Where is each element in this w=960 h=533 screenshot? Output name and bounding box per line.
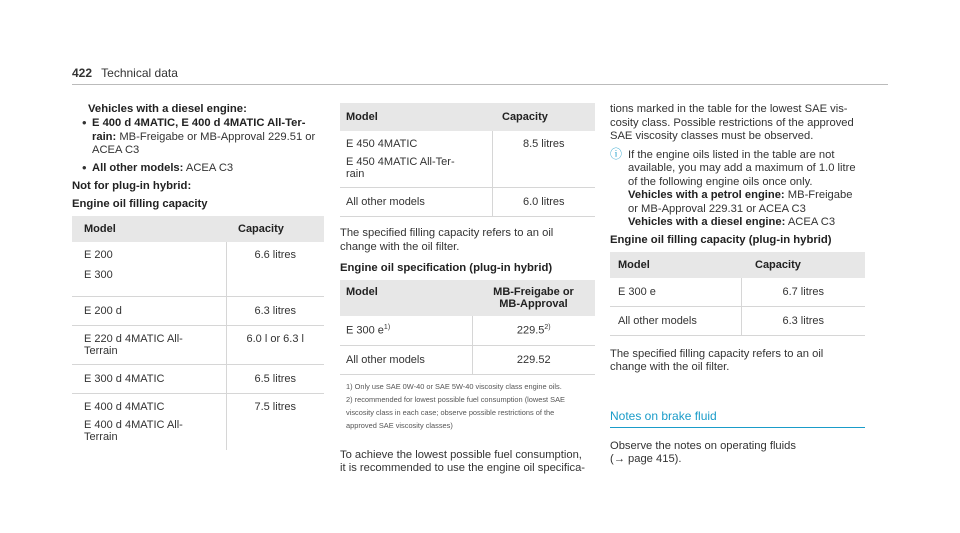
bullet-bold: All other models: — [92, 161, 184, 174]
hybrid-capacity-heading: Engine oil filling capacity (plug-in hybrid) — [610, 233, 832, 246]
table-cell: Terrain — [84, 431, 118, 443]
table-cell: All other models — [340, 345, 472, 374]
column-3 — [610, 103, 865, 467]
table-cell: 6.0 l or 6.3 l — [226, 326, 324, 365]
petrol-line — [628, 189, 863, 216]
footnote-ref: 1) — [383, 324, 391, 331]
info-text: If the engine oils listed in the table are not available, you may add a maximum of 1.0 litre of the following engine oils once only. — [628, 148, 856, 188]
table-cell: 6.3 litres — [226, 297, 324, 326]
page-reference[interactable]: (→ page 415). — [610, 453, 682, 465]
page-number: 422 — [72, 66, 93, 80]
bullet-text: MB-Freigabe or MB-Approval 229.51 or ACEA C3 — [92, 130, 316, 156]
footnote-ref: 2) — [544, 324, 551, 331]
section-title: Technical data — [101, 66, 178, 80]
table-header-row — [610, 252, 865, 278]
table-row — [610, 278, 865, 307]
bullet-item — [82, 115, 324, 158]
table-cell: 6.0 litres — [492, 188, 595, 217]
table-row — [72, 394, 324, 451]
table-cell: E 400 d 4MATIC — [84, 401, 165, 413]
header-rule — [72, 84, 888, 85]
table-cell: 6.6 litres — [226, 242, 324, 297]
table-cell: E 200 d — [72, 297, 226, 326]
continued-text: tions marked in the table for the lowest SAE vis-cosity class. Possible restrictions of the approved SAE viscosity classes must be observed. — [610, 103, 854, 142]
bullet-item — [82, 159, 324, 176]
diesel-text: ACEA C3 — [787, 216, 836, 228]
table-cell: E 220 d 4MATIC All- — [84, 333, 183, 345]
consumption-text: To achieve the lowest possible fuel consumption, it is recommended to use the engine oil specifica- — [340, 448, 586, 475]
table-cell: 8.5 litres — [492, 131, 595, 188]
capacity-table-450 — [340, 103, 595, 217]
brake-fluid-title[interactable]: Notes on brake fluid — [610, 408, 717, 423]
bullet-bold: E 400 d 4MATIC, E 400 d 4MATIC All-Ter-rain: — [92, 117, 306, 143]
table-header-row — [72, 216, 324, 242]
brake-text: Observe the notes on operating fluids — [610, 439, 796, 452]
table-cell: 229.52 — [472, 345, 595, 374]
table-cell: E 300 — [84, 269, 113, 281]
bullet-icon: • — [82, 159, 87, 175]
table-cell: E 300 d 4MATIC — [72, 365, 226, 394]
table-cell: All other models — [610, 306, 741, 335]
info-block — [610, 146, 863, 230]
table-row — [72, 326, 324, 365]
table-row — [340, 345, 595, 374]
table-row — [72, 242, 324, 297]
diesel-line — [628, 216, 863, 230]
table-cell — [472, 316, 595, 345]
footnote: approved SAE viscosity classes) — [346, 420, 453, 430]
page-header — [72, 66, 178, 80]
footnote: 1) Only use SAE 0W-40 or SAE 5W-40 viscosity class engine oils. — [346, 381, 562, 391]
col-model-header: Model — [72, 216, 226, 242]
table-row — [72, 365, 324, 394]
table-cell: 7.5 litres — [254, 401, 297, 413]
info-icon: ⓘ — [610, 146, 623, 161]
table-cell: E 400 d 4MATIC All- — [84, 419, 183, 431]
spec-heading: Engine oil specification (plug-in hybrid) — [340, 262, 553, 274]
diesel-bold: Vehicles with a diesel engine: — [628, 216, 786, 228]
table-row — [340, 316, 595, 345]
hybrid-capacity-table — [610, 252, 865, 336]
footnote-row — [340, 374, 595, 437]
table-cell: E 200 — [84, 249, 113, 261]
petrol-text: MB-Freigabe or MB-Approval 229.31 or ACEA C3 — [628, 189, 853, 215]
table-row — [72, 297, 324, 326]
table-cell: rain — [346, 168, 365, 180]
table-cell: 6.7 litres — [741, 278, 865, 307]
capacity-table — [72, 216, 324, 450]
hybrid-heading: Not for plug-in hybrid: — [72, 180, 192, 192]
table-row — [610, 306, 865, 335]
col-spec-header: MB-Freigabe or MB-Approval — [472, 280, 595, 316]
table-header-row — [340, 280, 595, 316]
spec-table — [340, 280, 595, 437]
table-row — [340, 188, 595, 217]
table-cell: Terrain — [84, 345, 118, 357]
table-cell: 6.5 litres — [226, 365, 324, 394]
brake-fluid-section — [610, 407, 865, 428]
footnotes — [340, 374, 595, 437]
table-cell: All other models — [340, 188, 492, 217]
table-header-row — [340, 103, 595, 131]
table-row — [340, 131, 595, 188]
col-model-header: Model — [340, 103, 492, 131]
model-text: E 300 e — [346, 324, 384, 337]
table-cell — [340, 316, 472, 345]
column-2 — [340, 103, 595, 476]
col-model-header: Model — [340, 280, 472, 316]
col-capacity-header: Capacity — [492, 103, 595, 131]
table-cell: 6.3 litres — [741, 306, 865, 335]
col-capacity-header: Capacity — [741, 252, 865, 278]
table-cell: E 450 4MATIC — [346, 138, 418, 150]
col-model-header: Model — [610, 252, 741, 278]
table-cell: E 300 e — [610, 278, 741, 307]
filter-note: The specified filling capacity refers to an oil change with the oil filter. — [340, 227, 554, 253]
bullet-text: ACEA C3 — [185, 161, 234, 174]
footnote: viscosity class in each case; observe possible restrictions of the — [346, 407, 555, 417]
table-cell: E 450 4MATIC All-Ter- — [346, 156, 455, 168]
bullet-icon: • — [82, 115, 87, 130]
filter-note: The specified filling capacity refers to an oil change with the oil filter. — [610, 347, 824, 373]
petrol-bold: Vehicles with a petrol engine: — [628, 189, 785, 201]
spec-text: 229.5 — [516, 324, 545, 337]
col-capacity-header: Capacity — [226, 216, 324, 242]
diesel-heading: Vehicles with a diesel engine: — [88, 103, 247, 115]
column-1 — [72, 103, 324, 450]
filling-heading: Engine oil filling capacity — [72, 198, 208, 210]
footnote: 2) recommended for lowest possible fuel consumption (lowest SAE — [346, 394, 565, 404]
